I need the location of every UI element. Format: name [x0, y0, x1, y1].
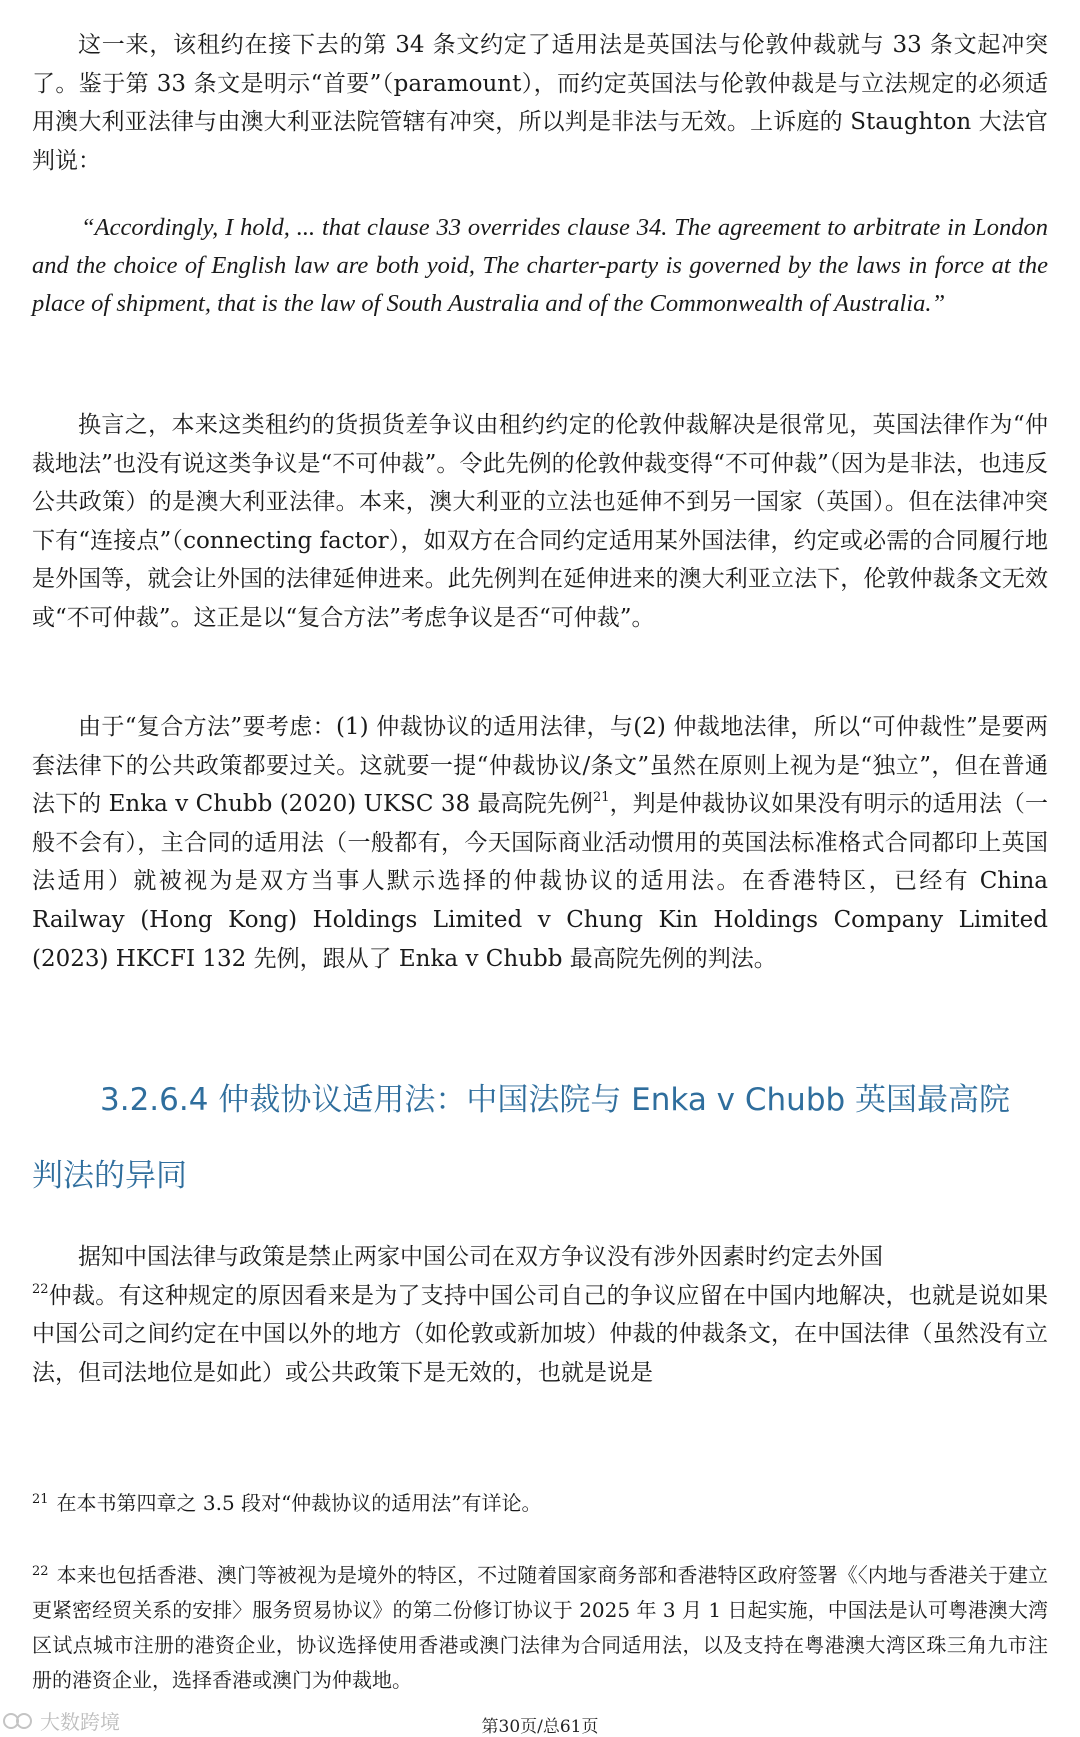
footnote-text: 本来也包括香港、澳门等被视为是境外的特区，不过随着国家商务部和香港特区政府签署《〈内地与香港关于建立更紧密经贸关系的安排〉服务贸易协议》的第二份修订协议于 2025 年 3 月 1 日起实施，中国法是认可粤港澳大湾区试点城市注册的港资企业，协议选择使用香港或澳门法律为合同适用法，以及支持在粤港澳大湾区珠三角九市注册的港资企业，选择香港或澳门为仲裁地。 [32, 1563, 1048, 1692]
watermark [2, 1706, 120, 1735]
section-number: 3.2.6.4 [100, 1082, 209, 1118]
footnote-22 [32, 1554, 1048, 1698]
footnote-ref-22[interactable]: 22 [32, 1281, 49, 1297]
section-heading-line-1 [32, 1062, 1048, 1138]
paragraph-text: 由于“复合方法”要考虑：(1) 仲裁协议的适用法律，与(2) 仲裁地法律，所以“可仲裁性”是要两套法律下的公共政策都要过关。这就要一提“仲裁协议/条文”虽然在原则上视为是“独立”，但在普通法下的 Enka v Chubb (2020) UKSC 38 最高院先例 [32, 714, 1048, 818]
paragraph-charter-clause-conflict: 这一来，该租约在接下去的第 34 条文约定了适用法是英国法与伦敦仲裁就与 33 条文起冲突了。鉴于第 33 条文是明示“首要”（paramount），而约定英国法与伦敦仲裁是与立法规定的必须适用澳大利亚法律与由澳大利亚法院管辖有冲突，所以判是非法与无效。上诉庭的 Staughton 大法官判说： [32, 32, 1048, 174]
paragraph-text: 仲裁。有这种规定的原因看来是为了支持中国公司自己的争议应留在中国内地解决，也就是说如果中国公司之间约定在中国以外的地方（如伦敦或新加坡）仲裁的仲裁条文，在中国法律（虽然没有立法，但司法地位是如此）或公共政策下是无效的，也就是说是 [32, 1282, 1048, 1386]
quote-staughton-judgment: “Accordingly, I hold, ... that clause 33 overrides clause 34. The agreement to arbitrate in London and the choice of English law are both yoid, The charter-party is governed by the laws in force at the place of shipment, that is the law of South Australia and of the Commonwealth of Australia.” [32, 214, 1048, 317]
section-heading [32, 1062, 1048, 1214]
section-title-line-1: 仲裁协议适用法：中国法院与 Enka v Chubb 英国最高院 [218, 1082, 1011, 1118]
footnote-21 [32, 1482, 1048, 1521]
watermark-logo-icon [2, 1710, 36, 1732]
paragraph-text: ，判是仲裁协议如果没有明示的适用法（一般不会有），主合同的适用法（一般都有，今天国际商业活动惯用的英国法标准格式合同都印上英国法适用）就被视为是双方当事人默示选择的仲裁协议的适用法。在香港特区，已经有 China Railway (Hong Kong) Holdings Limited v Chung Kin Holdings Company Limited (2023) HKCFI 132 先例，跟从了 Enka v Chubb 最高院先例的判法。 [32, 791, 1049, 972]
paragraph-composite-approach [32, 708, 1048, 978]
footnote-number: 22 [32, 1564, 49, 1579]
footnote-text: 在本书第四章之 3.5 段对“仲裁协议的适用法”有详论。 [56, 1491, 542, 1515]
footnote-number: 21 [32, 1492, 49, 1507]
paragraph-china-law-policy [32, 1238, 1048, 1392]
watermark-text: 大数跨境 [40, 1710, 120, 1734]
paragraph-text: 据知中国法律与政策是禁止两家中国公司在双方争议没有涉外因素时约定去外国 [78, 1244, 883, 1270]
page-number-footer: 第30页/总61页 [481, 1717, 599, 1737]
footnote-ref-21[interactable]: 21 [592, 790, 610, 806]
section-title-line-2: 判法的异同 [32, 1158, 187, 1194]
paragraph-arbitrability-discussion: 换言之，本来这类租约的货损货差争议由租约约定的伦敦仲裁解决是很常见，英国法律作为“仲裁地法”也没有说这类争议是“不可仲裁”。令此先例的伦敦仲裁变得“不可仲裁”（因为是非法，也违反公共政策）的是澳大利亚法律。本来，澳大利亚的立法也延伸不到另一国家（英国）。但在法律冲突下有“连接点”（connecting factor），如双方在合同约定适用某外国法律，约定或必需的合同履行地是外国等，就会让外国的法律延伸进来。此先例判在延伸进来的澳大利亚立法下，伦敦仲裁条文无效或“不可仲裁”。这正是以“复合方法”考虑争议是否“可仲裁”。 [32, 412, 1048, 631]
